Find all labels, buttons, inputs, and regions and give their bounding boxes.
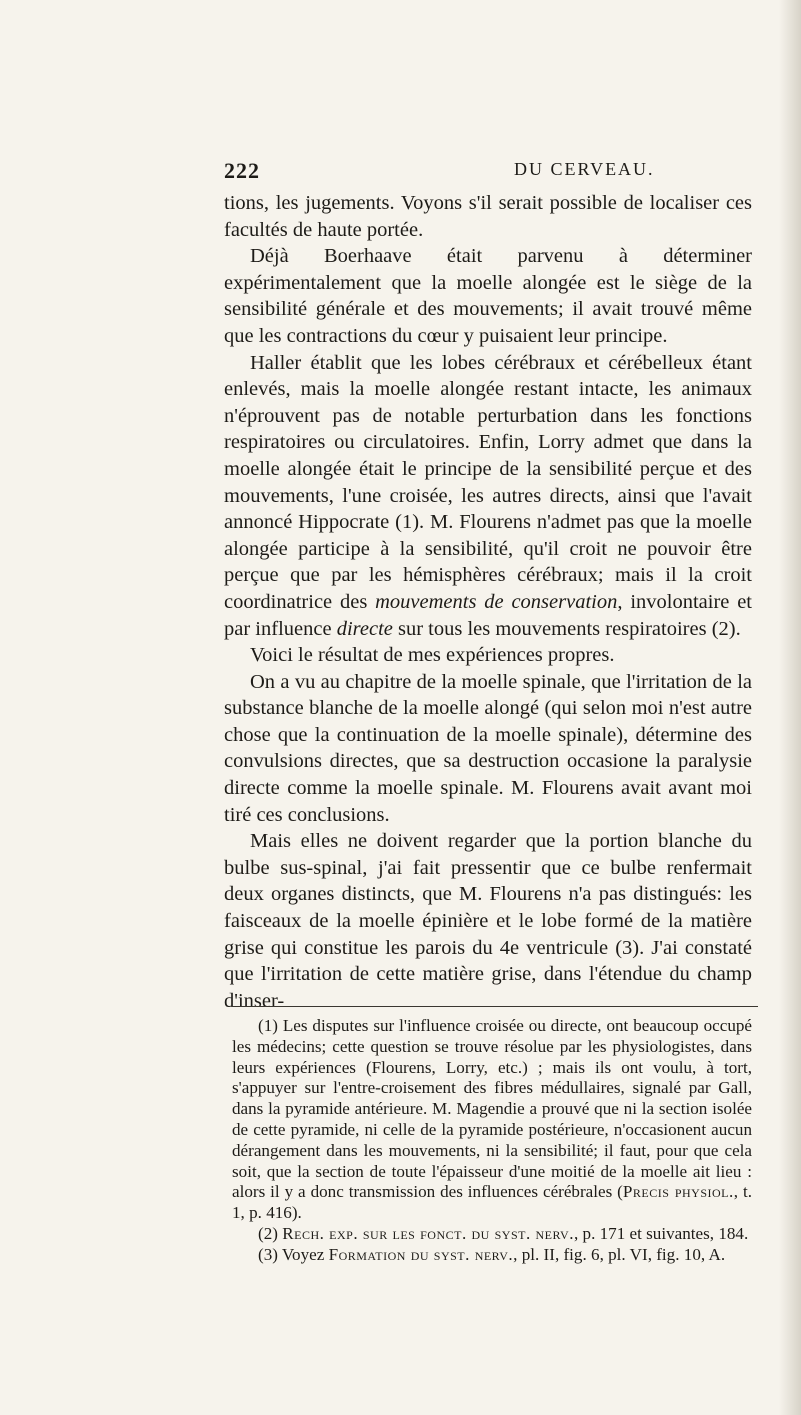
footnote-2-marker: (2): [258, 1223, 283, 1243]
paragraph-6: Mais elles ne doivent regarder que la portion blanche du bulbe sus-spinal, j'ai fait pressentir que ce bulbe renfermait deux organes distincts, que M. Flourens n'a pas distingués: les faisceaux de la moelle épinière et le lobe formé de la matière grise qui constitue les parois du 4e ventricule (3). J'ai constaté que l'irritation de cette matière grise, dans l'étendue du champ d'inser-: [224, 830, 752, 1012]
footnote-3: [232, 1245, 752, 1266]
footnote-1-end: , t. 1, p. 416).: [232, 1182, 752, 1223]
footnote-2-citation: Rech. exp. sur les fonct. du syst. nerv.: [282, 1223, 574, 1243]
footnote-separator: [232, 1006, 758, 1007]
paragraph-1: tions, les jugements. Voyons s'il serait possible de localiser ces facultés de haute portée.: [224, 192, 752, 241]
footnote-2-end: , p. 171 et suivantes, 184.: [573, 1223, 749, 1243]
paragraph-3: [224, 350, 752, 643]
running-head: [224, 158, 744, 184]
paragraph-5: On a vu au chapitre de la moelle spinale, que l'irritation de la substance blanche de la moelle alongé (qui selon moi n'est autre chose que la continuation de la moelle spinale), détermine des convulsions directes, que sa destruction occasione la paralysie directe comme la moelle spinale. M. Flourens avait avant moi tiré ces conclusions.: [224, 670, 752, 826]
page-edge-shadow: [779, 0, 801, 1415]
italic-word-directe: directe: [336, 617, 393, 640]
footnote-1-citation: Precis physiol.: [622, 1182, 734, 1202]
page-number: 222: [224, 158, 260, 183]
paragraph-3-part-a: Haller établit que les lobes cérébraux et cérébelleux étant enlevés, mais la moelle alongée restant intacte, les animaux n'éprouvent pas de notable perturbation dans les fonctions respiratoires ou circulatoires. Enfin, Lorry admet que dans la moelle alongée était le principe de la sensibilité perçue et des mouvements, l'une croisée, les autres directs, ainsi que l'avait annoncé Hippocrate (1). M. Flourens n'admet pas que la moelle alongée participe à la sensibilité, qu'il croit ne pouvoir être perçue que par les hémisphères cérébraux; mais il la croit coordinatrice des: [224, 351, 752, 613]
footnote-2: [232, 1224, 752, 1245]
footnote-1-text: (1) Les disputes sur l'influence croisée ou directe, ont beaucoup occupé les médecins; cette question se trouve résolue par les physiologistes, dans leurs expériences (Flourens, Lorry, etc.) ; mais ils ont voulu, à tort, s'appuyer sur l'entre-croisement des fibres médullaires, signalé par Gall, dans la pyramide antérieure. M. Magendie a prouvé que ni la section isolée de cette pyramide, ni celle de la pyramide postérieure, n'occasionent aucun dérangement dans les mouvements, ni la sensibilité; il faut, pour que cela soit, que la section de toute l'épaisseur d'une moitié de la moelle ait lieu : alors il y a donc transmission des influences cérébrales (: [232, 1016, 752, 1202]
paragraph-3-part-c: sur tous les mouvements respiratoires (2).: [392, 617, 741, 640]
main-text: [224, 190, 752, 1014]
footnote-1: [232, 1016, 752, 1224]
footnotes: [232, 1016, 752, 1266]
running-title: DU CERVEAU.: [514, 159, 655, 179]
paragraph-4: Voici le résultat de mes expériences propres.: [250, 644, 615, 667]
footnote-3-end: , pl. II, fig. 6, pl. VI, fig. 10, A.: [513, 1244, 726, 1264]
paragraph-3-part-b: , involontaire et par influence: [224, 590, 752, 640]
footnote-3-citation: Formation du syst. nerv.: [328, 1244, 514, 1264]
footnote-3-marker: (3) Voyez: [258, 1244, 329, 1264]
paragraph-2: Déjà Boerhaave était parvenu à déterminer expérimentalement que la moelle alongée est le siège de la sensibilité générale et des mouvements; il avait trouvé même que les contractions du cœur y puisaient leur principe.: [224, 245, 752, 347]
italic-phrase-mouvements: mouvements de conservation: [375, 590, 618, 613]
